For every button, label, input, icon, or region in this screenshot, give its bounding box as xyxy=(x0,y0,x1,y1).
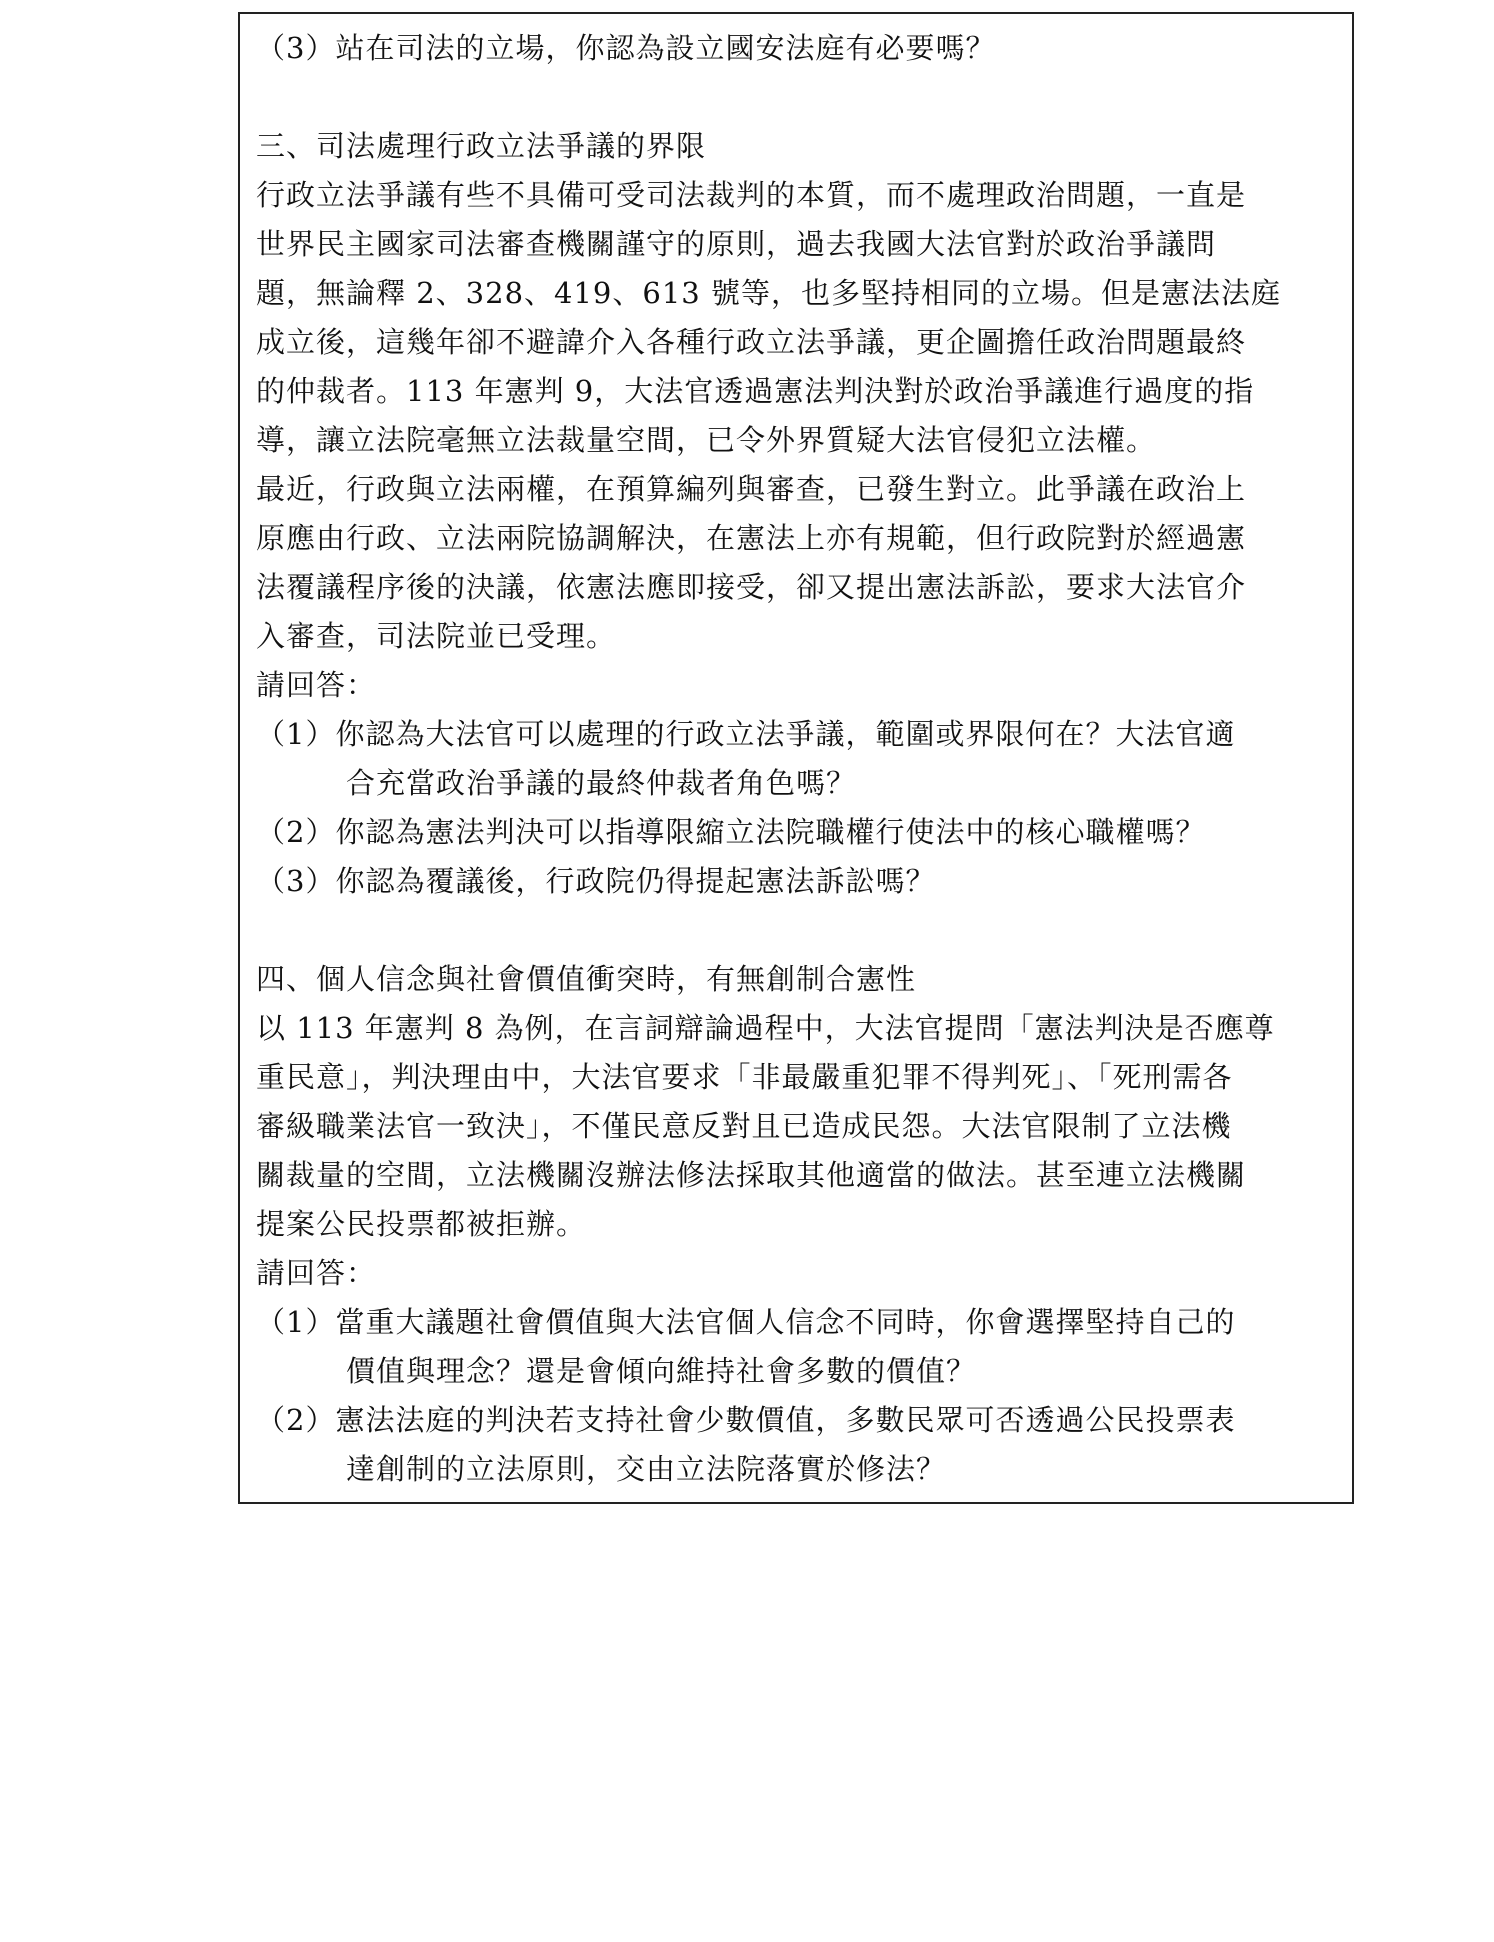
paragraph-line: 法覆議程序後的決議，依憲法應即接受，卻又提出憲法訴訟，要求大法官介 xyxy=(256,570,1247,604)
section3-question-1 xyxy=(256,710,1338,808)
blank-line xyxy=(256,906,1338,955)
section3-question-2: （2）你認為憲法判決可以指導限縮立法院職權行使法中的核心職權嗎？ xyxy=(256,815,1206,849)
section4-paragraph-1 xyxy=(256,1004,1338,1249)
paragraph-line: 成立後，這幾年卻不避諱介入各種行政立法爭議，更企圖擔任政治問題最終 xyxy=(256,325,1247,359)
paragraph-line: 導，讓立法院毫無立法裁量空間，已令外界質疑大法官侵犯立法權。 xyxy=(256,423,1157,457)
paragraph-line: 關裁量的空間，立法機關沒辦法修法採取其他適當的做法。甚至連立法機關 xyxy=(256,1158,1247,1192)
section4-heading: 四、個人信念與社會價值衝突時，有無創制合憲性 xyxy=(256,962,917,996)
question-line: 合充當政治爭議的最終仲裁者角色嗎？ xyxy=(346,766,857,800)
document-frame xyxy=(238,12,1354,1504)
section3-paragraph-2 xyxy=(256,465,1338,661)
paragraph-line: 提案公民投票都被拒辦。 xyxy=(256,1207,587,1241)
paragraph-line: 以 113 年憲判 8 為例，在言詞辯論過程中，大法官提問「憲法判決是否應尊 xyxy=(256,1011,1275,1045)
section3-heading: 三、司法處理行政立法爭議的界限 xyxy=(256,129,707,163)
question-line: （1）當重大議題社會價值與大法官個人信念不同時，你會選擇堅持自己的 xyxy=(256,1305,1236,1339)
section2-question-3: （3）站在司法的立場，你認為設立國安法庭有必要嗎？ xyxy=(256,31,996,65)
section3-paragraph-1 xyxy=(256,171,1338,465)
question-line: 達創制的立法原則，交由立法院落實於修法？ xyxy=(346,1452,947,1486)
section4-answer-prompt: 請回答： xyxy=(256,1256,377,1290)
paragraph-line: 審級職業法官一致決」，不僅民意反對且已造成民怨。大法官限制了立法機 xyxy=(256,1109,1232,1143)
section3-answer-prompt: 請回答： xyxy=(256,668,377,702)
question-line: 價值與理念？還是會傾向維持社會多數的價值？ xyxy=(346,1354,977,1388)
paragraph-line: 入審查，司法院並已受理。 xyxy=(256,619,617,653)
question-line: （1）你認為大法官可以處理的行政立法爭議，範圍或界限何在？大法官適 xyxy=(256,717,1236,751)
question-line: （2）憲法法庭的判決若支持社會少數價值，多數民眾可否透過公民投票表 xyxy=(256,1403,1236,1437)
section4-question-2 xyxy=(256,1396,1338,1494)
paragraph-line: 重民意」，判決理由中，大法官要求「非最嚴重犯罪不得判死」、「死刑需各 xyxy=(256,1060,1233,1094)
paragraph-line: 的仲裁者。113 年憲判 9，大法官透過憲法判決對於政治爭議進行過度的指 xyxy=(256,374,1255,408)
paragraph-line: 題，無論釋 2、328、419、613 號等，也多堅持相同的立場。但是憲法法庭 xyxy=(256,276,1281,310)
blank-line xyxy=(256,73,1338,122)
paragraph-line: 最近，行政與立法兩權，在預算編列與審查，已發生對立。此爭議在政治上 xyxy=(256,472,1247,506)
paragraph-line: 行政立法爭議有些不具備可受司法裁判的本質，而不處理政治問題，一直是 xyxy=(256,178,1247,212)
paragraph-line: 原應由行政、立法兩院協調解決，在憲法上亦有規範，但行政院對於經過憲 xyxy=(256,521,1247,555)
paragraph-line: 世界民主國家司法審查機關謹守的原則，過去我國大法官對於政治爭議問 xyxy=(256,227,1217,261)
section4-question-1 xyxy=(256,1298,1338,1396)
section3-question-3: （3）你認為覆議後，行政院仍得提起憲法訴訟嗎？ xyxy=(256,864,936,898)
